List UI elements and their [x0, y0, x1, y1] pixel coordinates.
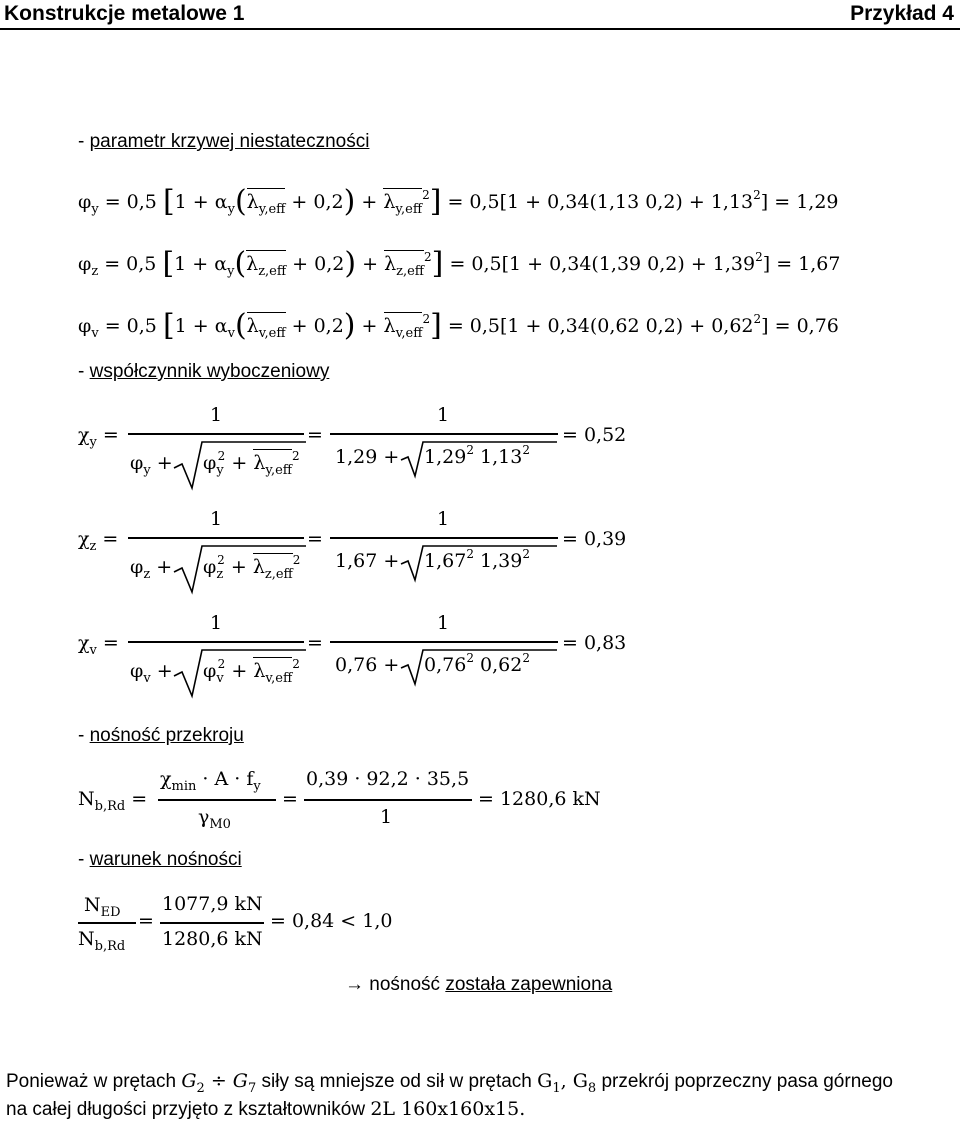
header-example: Przykład 4 — [850, 2, 954, 25]
page-header — [0, 0, 960, 30]
conclusion-line: → nośność została zapewniona — [345, 974, 613, 995]
phi-v-equation: $\varphi_v = 0,5$ $[1 + \alpha_v(\lambda_{v,eff} + 0,2) + \lambda_{v,eff}^2] = 0,5[1 + 0,34(0,62$ $0,2) + 0,62^2] = 0,76$ — [78, 308, 839, 343]
arrow-right-icon: → — [345, 974, 364, 995]
section-heading-buckling-coefficient: - współczynnik wyboczeniowy — [78, 361, 330, 382]
phi-z-equation: $\varphi_z = 0,5$ $[1 + \alpha_y(\lambda_{z,eff} + 0,2) + \lambda_{z,eff}^2] = 0,5[1 + 0,34(1,39$ $0,2) + 1,39^2] = 1,67$ — [78, 246, 841, 281]
section-heading-cross-section-capacity: - nośność przekroju — [78, 725, 244, 746]
summary-paragraph-line-2: na całej długości przyjęto z kształtowników 2L 160x160x15. — [6, 1098, 526, 1120]
section-heading-capacity-condition: - warunek nośności — [78, 849, 242, 870]
header-title: Konstrukcje metalowe 1 — [4, 2, 245, 25]
section-heading-curve-parameter: - parametr krzywej niestateczności — [78, 131, 370, 152]
summary-paragraph-line-1: Ponieważ w prętach $G_2 \div G_7$ siły są mniejsze od sił w prętach $G_1$, $G_8$ przekrój poprzeczny pasa górnego — [6, 1070, 893, 1096]
phi-y-equation: $\varphi_y = 0,5$ $[1 + \alpha_y(\lambda_{y,eff} + 0,2) + \lambda_{y,eff}^2] = 0,5[1 + 0,34(1,13$ $0,2) + 1,13^2] = 1,29$ — [78, 184, 839, 219]
